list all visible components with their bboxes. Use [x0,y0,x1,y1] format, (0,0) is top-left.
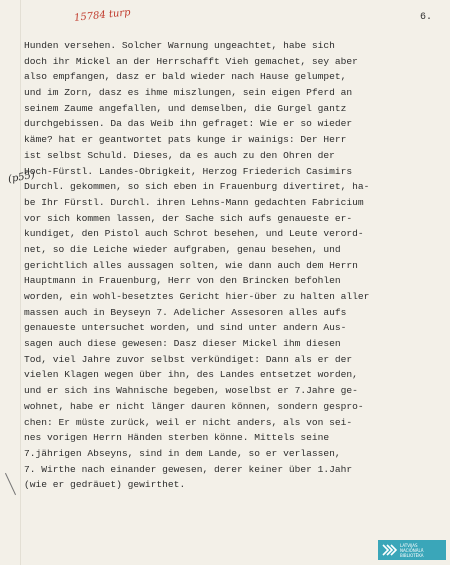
text-line: (wie er gedräuet) gewirthet. [24,479,186,491]
text-line: wohnet, habe er nicht länger dauren können, sondern gespro- [24,400,364,412]
text-line: vor sich kommen lassen, der Sache sich aufs genaueste er- [24,212,353,224]
text-line: be Ihr Fürstl. Durchl. ihren Lehns-Mann gedachten Fabricium [24,196,364,208]
text-line: also empfangen, dasz er bald wieder nach Hause gelumpet, [24,71,347,83]
text-line: Tod, viel Jahre zuvor selbst verkündiget: Dann als er der [24,353,353,365]
text-line: durchgebissen. Da das Weib ihn gefraget: Wie er so wieder [24,118,353,130]
text-line: chen: Er müste zurück, weil er nicht anders, als von sei- [24,416,353,428]
text-line: kundiget, den Pistol auch Schrot besehen, und Leute verord- [24,228,364,240]
library-logo-text: LATVIJAS NACIONĀLĀ BIBLIOTĒKA [400,542,424,558]
text-line: ist selbst Schuld. Dieses, da es auch zu den Ohren der [24,149,335,161]
text-line: seinem Zaume angefallen, und demselben, die Gurgel gantz [24,102,347,114]
text-line: genaueste untersuchet worden, und sind unter andern Aus- [24,322,347,334]
library-logo-icon [381,542,397,558]
margin-pencil-mark [5,473,16,495]
text-line: 7. Wirthe nach einander gewesen, derer keiner über 1.Jahr [24,463,353,475]
text-line: 7.jährigen Abseyns, sind in dem Lande, so er verlassen, [24,447,341,459]
text-line: und er sich ins Wahnische begeben, woselbst er 7.Jahre ge- [24,385,358,397]
text-line: käme? hat er geantwortet pats kunge ir wainigs: Der Herr [24,134,347,146]
text-line: Hunden versehen. Solcher Warnung ungeachtet, habe sich [24,40,335,51]
text-line: gerichtlich alles aussagen solten, wie dann auch dem Herrn [24,259,358,271]
text-line: massen auch in Beyseyn 7. Adelicher Assesoren alles aufs [24,306,347,318]
text-line: worden, ein wohl-besetztes Gericht hier-über zu halten aller [24,291,370,302]
margin-line [20,0,21,565]
handwritten-archive-number: 15784 turp [73,7,132,24]
handwritten-margin-note: (p55) [7,169,36,186]
text-line: Durchl. gekommen, so sich eben in Frauenburg divertiret, ha- [24,181,370,193]
typed-text-body [24,38,444,493]
text-line: net, so die Leiche wieder aufgraben, genau besehen, und [24,243,341,255]
text-line: doch ihr Mickel an der Herrschafft Vieh gemachet, sey aber [24,55,358,67]
text-line: nes vorigen Herrn Händen sterben könne. Mittels seine [24,432,330,444]
page-number: 6. [420,12,433,23]
text-line: und im Zorn, dasz es ihme miszlungen, sein eigen Pferd an [24,87,353,99]
text-line: sagen auch diese gewesen: Dasz dieser Mickel ihm diesen [24,338,341,350]
text-line: Hauptmann in Frauenburg, Herr von den Brincken befohlen [24,275,341,287]
library-logo [378,540,446,560]
text-line: Hoch-Fürstl. Landes-Obrigkeit, Herzog Friederich Casimirs [24,165,353,177]
text-line: vielen Klagen wegen über ihn, des Landes entsetzet worden, [24,369,358,381]
